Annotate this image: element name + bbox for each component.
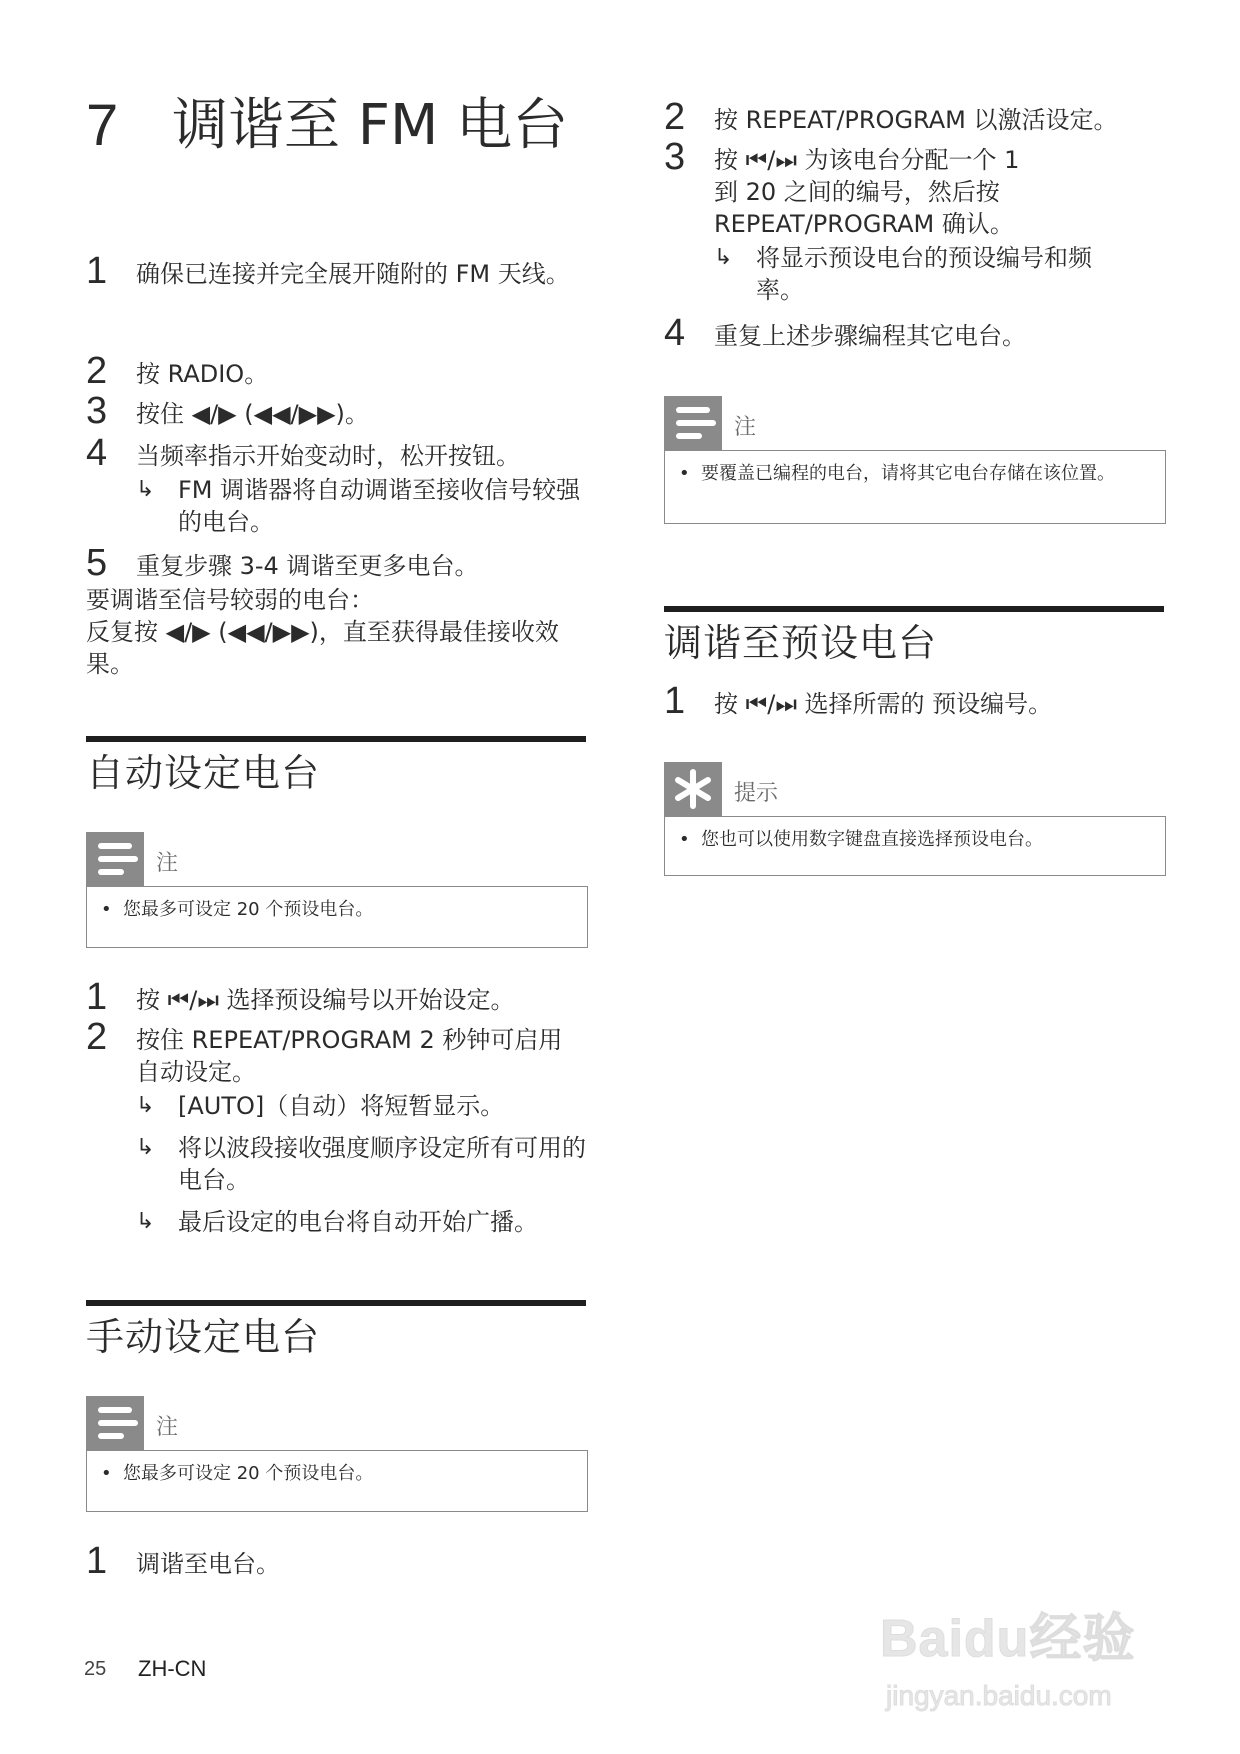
chapter-title: 调谐至 FM 电台 — [172, 93, 569, 158]
bullet-icon: • — [679, 829, 690, 850]
tip-box — [664, 762, 1166, 876]
note-box-manual — [86, 1396, 588, 1512]
note-box-overwrite — [664, 396, 1166, 524]
result-arrow-icon: ↳ — [136, 1093, 155, 1118]
note-body — [86, 886, 588, 948]
section-title: 自动设定电台 — [86, 751, 321, 795]
step-number: 3 — [664, 136, 686, 178]
result-text: FM 调谐器将自动调谐至接收信号较强的电台。 — [178, 476, 581, 536]
step-number: 2 — [86, 1016, 108, 1058]
note-label: 注 — [156, 851, 179, 876]
step-number: 4 — [664, 312, 686, 354]
watermark-logo-text: Baidu经验 — [880, 1610, 1136, 1668]
weak-signal-heading: 要调谐至信号较弱的电台： — [86, 586, 374, 614]
watermark-url: jingyan.baidu.com — [886, 1680, 1112, 1711]
result-text: 将以波段接收强度顺序设定所有可用的电台。 — [178, 1134, 586, 1194]
step-text: 按住 REPEAT/PROGRAM 2 秒钟可启用自动设定。 — [136, 1026, 563, 1086]
note-body — [664, 450, 1166, 524]
step-text: 按 ⏮/⏭ 选择所需的 预设编号。 — [714, 690, 1053, 718]
result-arrow-icon: ↳ — [136, 477, 155, 502]
tip-asterisk-icon — [664, 762, 722, 816]
bullet-icon: • — [101, 1463, 112, 1484]
step-number: 3 — [86, 390, 108, 432]
right-column — [664, 0, 1164, 1754]
note-body — [86, 1450, 588, 1512]
step-number: 4 — [86, 432, 108, 474]
result-arrow-icon: ↳ — [136, 1135, 155, 1160]
result-arrow-icon: ↳ — [714, 245, 733, 270]
section-title: 调谐至预设电台 — [664, 621, 938, 665]
result-text: 最后设定的电台将自动开始广播。 — [178, 1208, 538, 1236]
step-text: 重复上述步骤编程其它电台。 — [714, 322, 1026, 350]
step-number: 2 — [86, 350, 108, 392]
step-text: 当频率指示开始变动时，松开按钮。 — [136, 442, 520, 470]
step-text: 按 ⏮/⏭ 为该电台分配一个 1 到 20 之间的编号，然后按 REPEAT/PROGRAM 确认。 — [714, 146, 1020, 238]
step-text: 确保已连接并完全展开随附的 FM 天线。 — [136, 260, 570, 288]
result-text: 将显示预设电台的预设编号和频率。 — [756, 244, 1092, 304]
chapter-number: 7 — [86, 93, 119, 158]
step-number: 2 — [664, 96, 686, 138]
note-text: 您最多可设定 20 个预设电台。 — [123, 899, 374, 920]
section-auto-preset — [86, 736, 586, 798]
note-icon — [86, 832, 144, 886]
tip-label: 提示 — [734, 781, 779, 806]
step-number: 5 — [86, 542, 108, 584]
step-text: 按 REPEAT/PROGRAM 以激活设定。 — [714, 106, 1118, 134]
result-text: [AUTO]（自动）将短暂显示。 — [178, 1092, 505, 1120]
left-column — [86, 0, 586, 1754]
result-arrow-icon: ↳ — [136, 1209, 155, 1234]
step-text: 按 ⏮/⏭ 选择预设编号以开始设定。 — [136, 986, 515, 1014]
note-text: 要覆盖已编程的电台，请将其它电台存储在该位置。 — [701, 463, 1115, 484]
step-text: 调谐至电台。 — [136, 1550, 280, 1578]
step-number: 1 — [86, 250, 108, 292]
note-text: 您最多可设定 20 个预设电台。 — [123, 1463, 374, 1484]
step-text: 按 RADIO。 — [136, 360, 269, 388]
tip-text: 您也可以使用数字键盘直接选择预设电台。 — [701, 829, 1043, 850]
baidu-watermark — [880, 1580, 1170, 1730]
weak-signal-text: 反复按 ◀/▶ (◀◀/▶▶)，直至获得最佳接收效果。 — [86, 618, 559, 678]
note-icon — [86, 1396, 144, 1450]
section-title: 手动设定电台 — [86, 1315, 321, 1359]
section-manual-preset — [86, 1300, 586, 1362]
step-number: 1 — [86, 1540, 108, 1582]
bullet-icon: • — [101, 899, 112, 920]
page-number: 25 — [84, 1658, 107, 1680]
note-label: 注 — [156, 1415, 179, 1440]
language-code: ZH-CN — [138, 1656, 207, 1681]
note-label: 注 — [734, 415, 757, 440]
step-number: 1 — [664, 680, 686, 722]
bullet-icon: • — [679, 463, 690, 484]
note-icon — [664, 396, 722, 450]
tip-body — [664, 816, 1166, 876]
step-number: 1 — [86, 976, 108, 1018]
note-box-auto — [86, 832, 588, 948]
step-text: 按住 ◀/▶ (◀◀/▶▶)。 — [136, 400, 369, 428]
section-tune-preset — [664, 606, 1164, 668]
step-text: 重复步骤 3-4 调谐至更多电台。 — [136, 552, 479, 580]
